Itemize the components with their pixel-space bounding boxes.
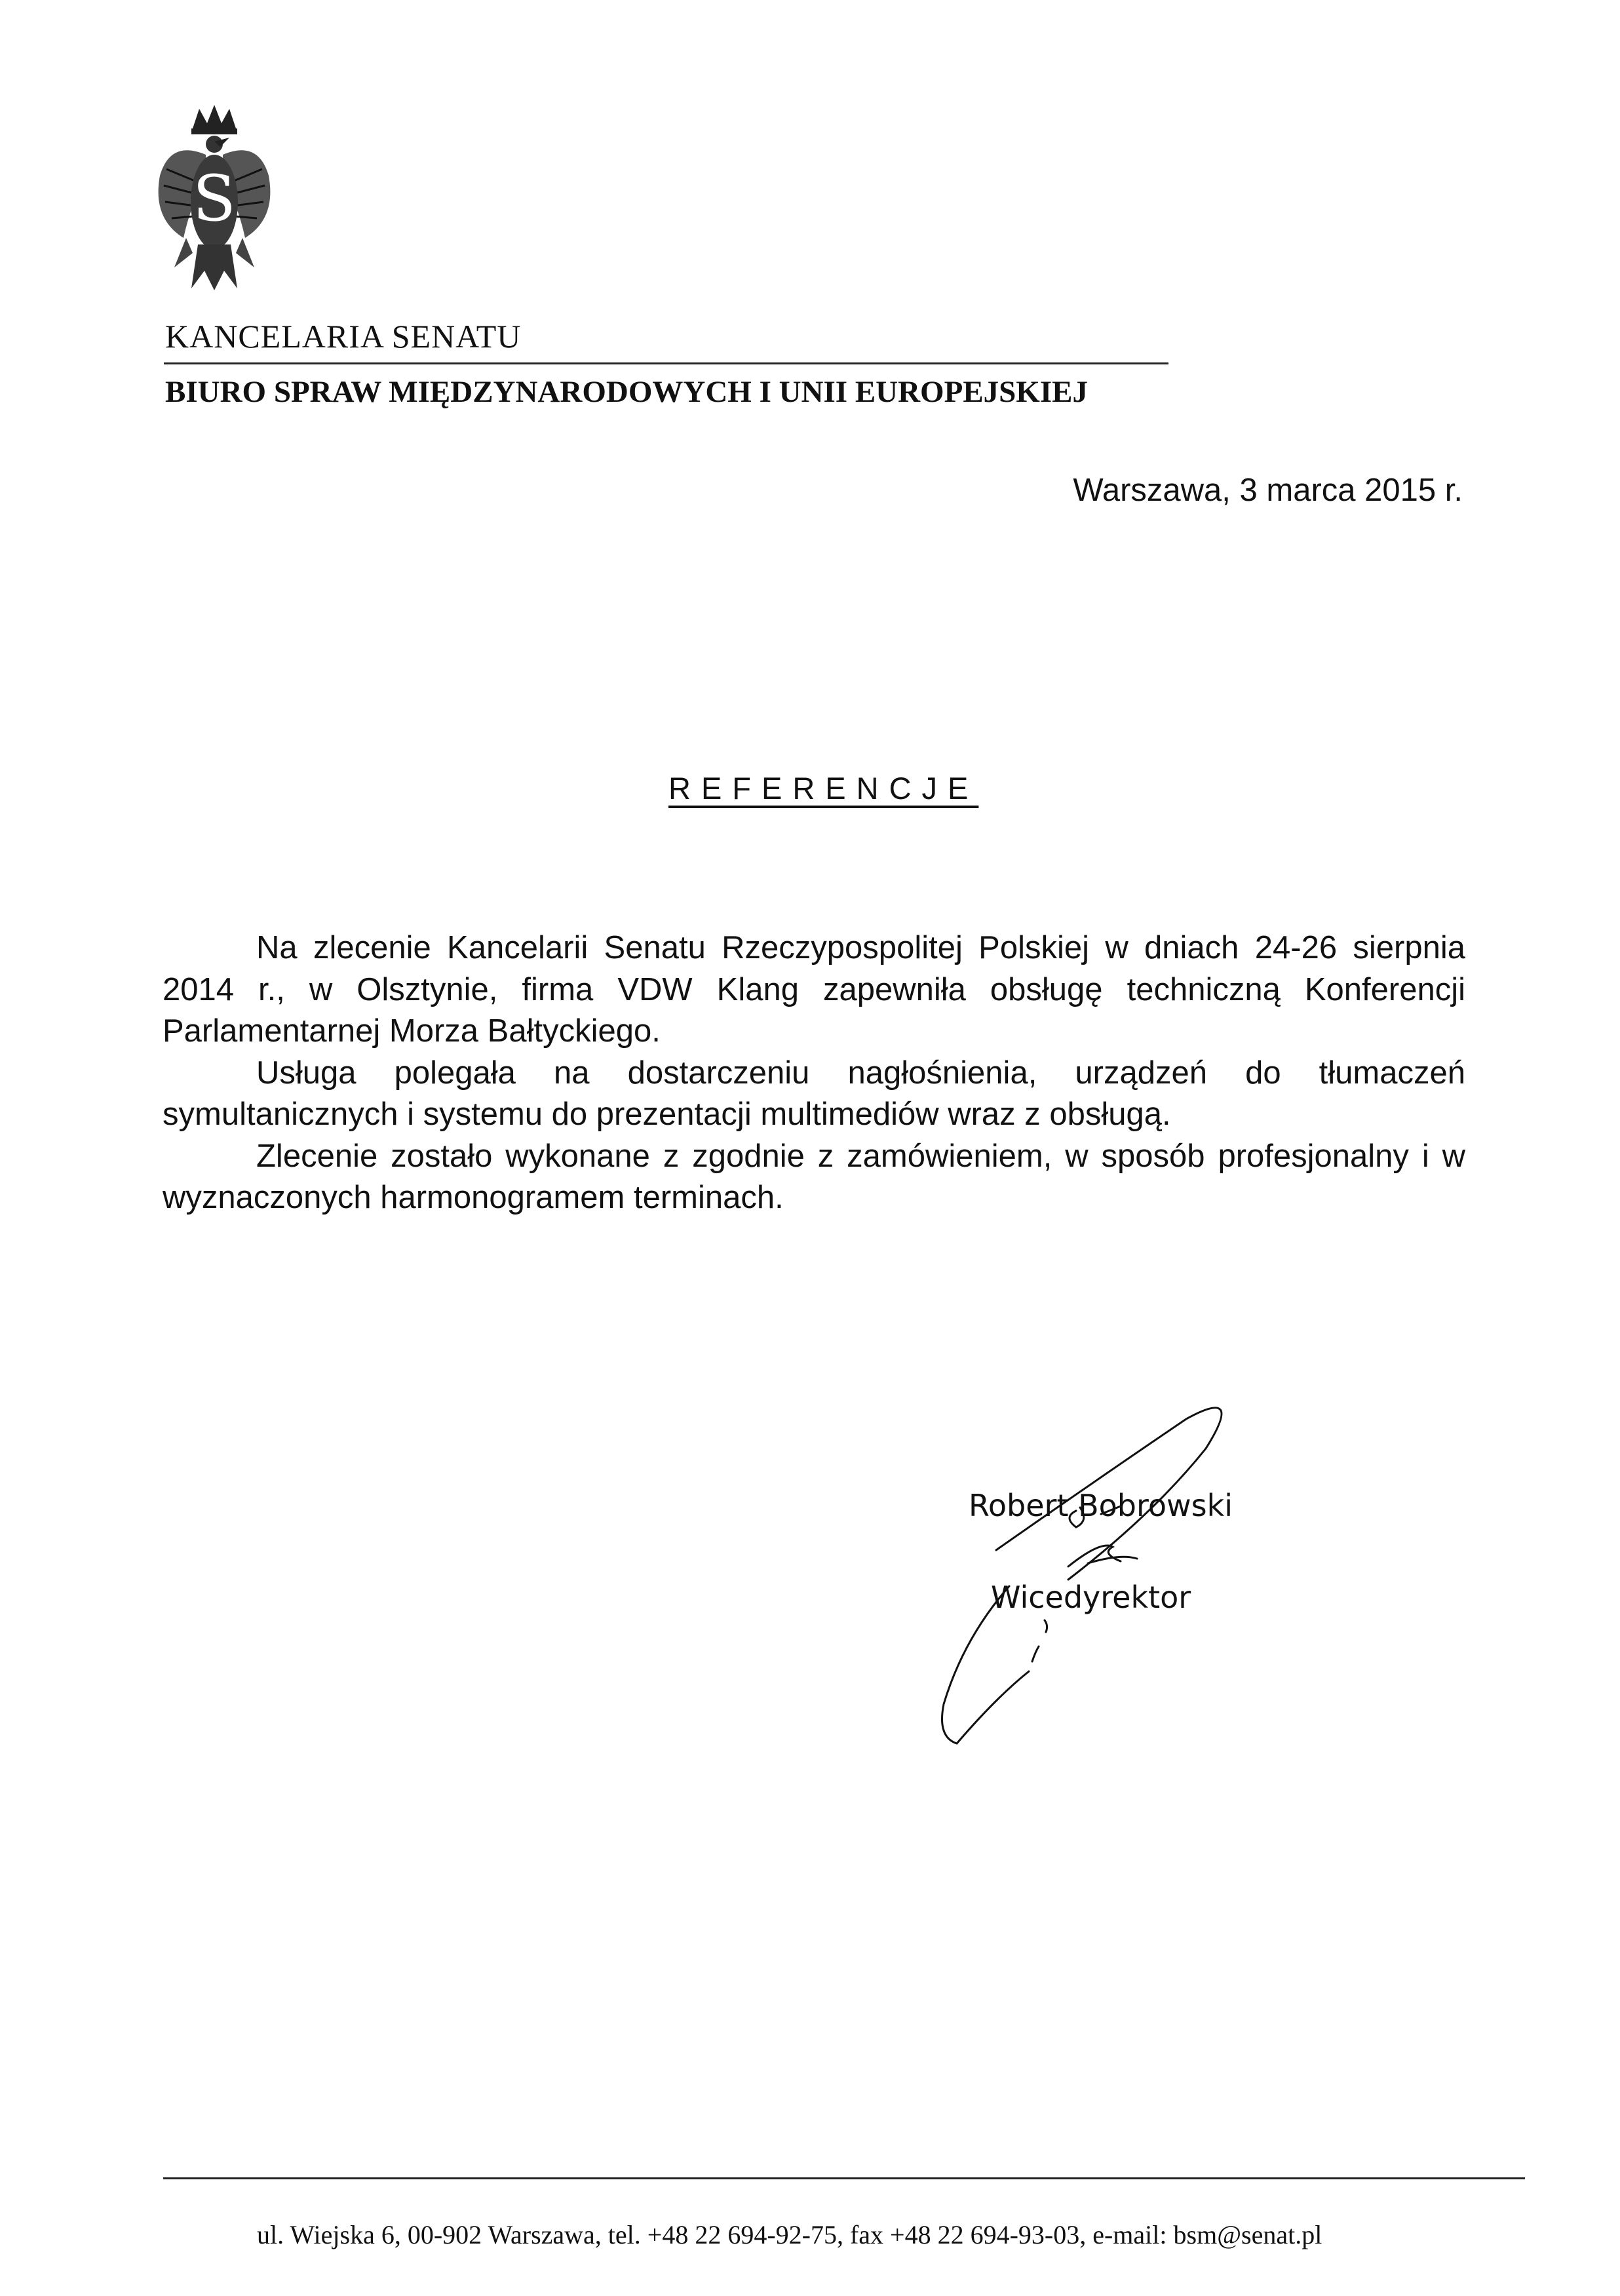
- body-paragraph: Usługa polegała na dostarczeniu nagłośnienia, urządzeń do tłumaczeń symultanicznych i systemu do prezentacji multimediów wraz z obsługą.: [163, 1055, 1465, 1132]
- footer-divider: [163, 2177, 1525, 2179]
- signatory-title: Wicedyrektor: [991, 1580, 1191, 1615]
- footer-contact: ul. Wiejska 6, 00-902 Warszawa, tel. +48 22 694-92-75, fax +48 22 694-93-03, e-mail: bsm@senat.pl: [257, 2220, 1322, 2249]
- svg-text:S: S: [193, 162, 236, 235]
- signatory-name: Robert Bobrowski: [969, 1488, 1233, 1523]
- place-date: Warszawa, 3 marca 2015 r.: [1073, 473, 1463, 508]
- body-paragraph: Na zlecenie Kancelarii Senatu Rzeczypospolitej Polskiej w dniach 24-26 sierpnia 2014 r., w Olsztynie, firma VDW Klang zapewniła obsługę techniczną Konferencji Parlamentarnej Morza Bałtyckiego.: [163, 930, 1465, 1049]
- department-name: BIURO SPRAW MIĘDZYNARODOWYCH I UNII EUROPEJSKIEJ: [165, 375, 1089, 409]
- header-divider: [164, 362, 1168, 364]
- letter-body: [163, 927, 1465, 1219]
- senate-eagle-emblem-icon: [152, 104, 277, 290]
- handwritten-signature: [904, 1390, 1284, 1783]
- body-paragraph: Zlecenie zostało wykonane z zgodnie z zamówieniem, w sposób profesjonalny i w wyznaczonych harmonogramem terminach.: [163, 1138, 1465, 1215]
- document-heading: REFERENCJE: [668, 771, 979, 806]
- institution-name: KANCELARIA SENATU: [165, 318, 522, 355]
